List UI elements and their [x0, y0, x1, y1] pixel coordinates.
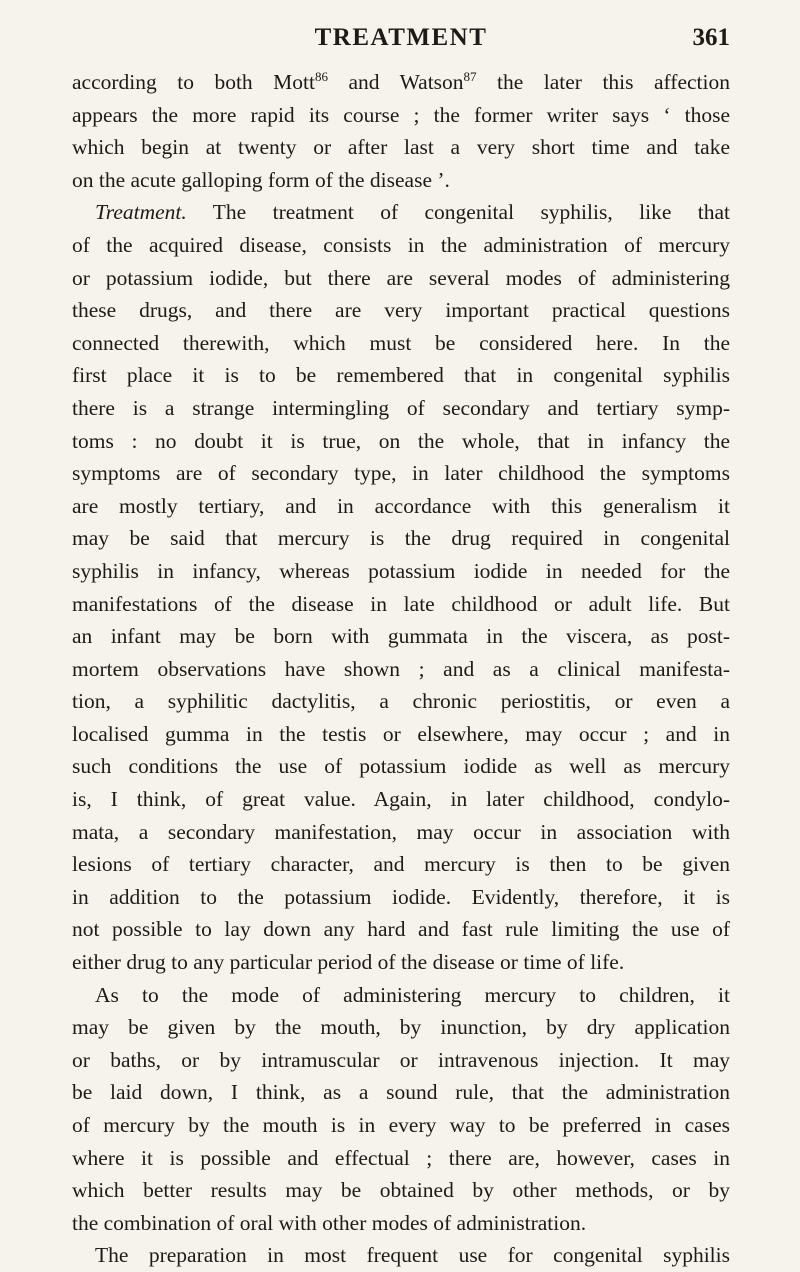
footnote-ref-87: 87 [463, 68, 477, 84]
text-line: are mostly tertiary, and in accordance with this generalism it [72, 493, 730, 518]
text-line: is, I think, of great value. Again, in later childhood, condylo- [72, 787, 730, 812]
text-line: there is a strange intermingling of secondary and tertiary symp- [72, 395, 730, 420]
text-line: which begin at twenty or after last a very short time and take [72, 135, 730, 160]
text-line: these drugs, and there are very important practical questions [72, 298, 730, 323]
text-line: the combination of oral with other modes of administration. [72, 1210, 587, 1235]
text-line: in addition to the potassium iodide. Evidently, therefore, it is [72, 884, 730, 909]
text-line: syphilis in infancy, whereas potassium iodide in needed for the [72, 558, 730, 583]
text-line: or potassium iodide, but there are several modes of administering [72, 265, 730, 290]
text-line: such conditions the use of potassium iodide as well as mercury [72, 754, 730, 779]
text-line: an infant may be born with gummata in the viscera, as post- [72, 624, 730, 649]
text-line: may be said that mercury is the drug required in congenital [72, 526, 730, 551]
text-line: which better results may be obtained by other methods, or by [72, 1178, 730, 1203]
text-line: mata, a secondary manifestation, may occur in association with [72, 819, 730, 844]
text-line: of mercury by the mouth is in every way to be preferred in cases [72, 1113, 730, 1137]
text-line: manifestations of the disease in late childhood or adult life. But [72, 591, 730, 616]
text-line: may be given by the mouth, by inunction, by dry application [72, 1015, 730, 1040]
text-line: according to both Mott$^{86}$ and Watson$^{87}$ the later this affection [72, 68, 730, 94]
text-line: mortem observations have shown ; and as a clinical manifesta- [72, 656, 730, 681]
section-heading-treatment: Treatment. [95, 200, 187, 225]
text-line: symptoms are of secondary type, in later childhood the symptoms [72, 461, 730, 486]
text-line: tion, a syphilitic dactylitis, a chronic periostitis, or even a [72, 689, 730, 714]
page-number: 361 [692, 24, 730, 51]
text-line: either drug to any particular period of the disease or time of life. [72, 950, 625, 975]
text-line: The preparation in most frequent use for congenital syphilis [95, 1243, 730, 1268]
text-line: or baths, or by intramuscular or intravenous injection. It may [72, 1047, 730, 1072]
body-text [72, 66, 730, 1272]
text-line: first place it is to be remembered that in congenital syphilis [72, 363, 730, 388]
text-line: of the acquired disease, consists in the administration of mercury [72, 232, 730, 257]
text-line: localised gumma in the testis or elsewhere, may occur ; and in [72, 721, 730, 746]
text-line: appears the more rapid its course ; the former writer says ‘ those [72, 102, 730, 127]
running-title: TREATMENT [314, 24, 488, 51]
footnote-ref-86: 86 [314, 68, 328, 84]
text-line: As to the mode of administering mercury to children, it [95, 982, 730, 1007]
text-line: be laid down, I think, as a sound rule, that the administration [72, 1080, 730, 1105]
text-line: toms : no doubt it is true, on the whole, that in infancy the [72, 428, 730, 453]
running-head [72, 24, 730, 58]
text-line: on the acute galloping form of the disease ’. [72, 167, 450, 192]
text-line: not possible to lay down any hard and fast rule limiting the use of [72, 917, 730, 942]
text-line: where it is possible and effectual ; there are, however, cases in [72, 1145, 730, 1170]
text-line: lesions of tertiary character, and mercury is then to be given [72, 852, 730, 877]
text-line: connected therewith, which must be considered here. In the [72, 330, 730, 355]
text-line: Treatment. The treatment of congenital syphilis, like that [95, 200, 730, 225]
